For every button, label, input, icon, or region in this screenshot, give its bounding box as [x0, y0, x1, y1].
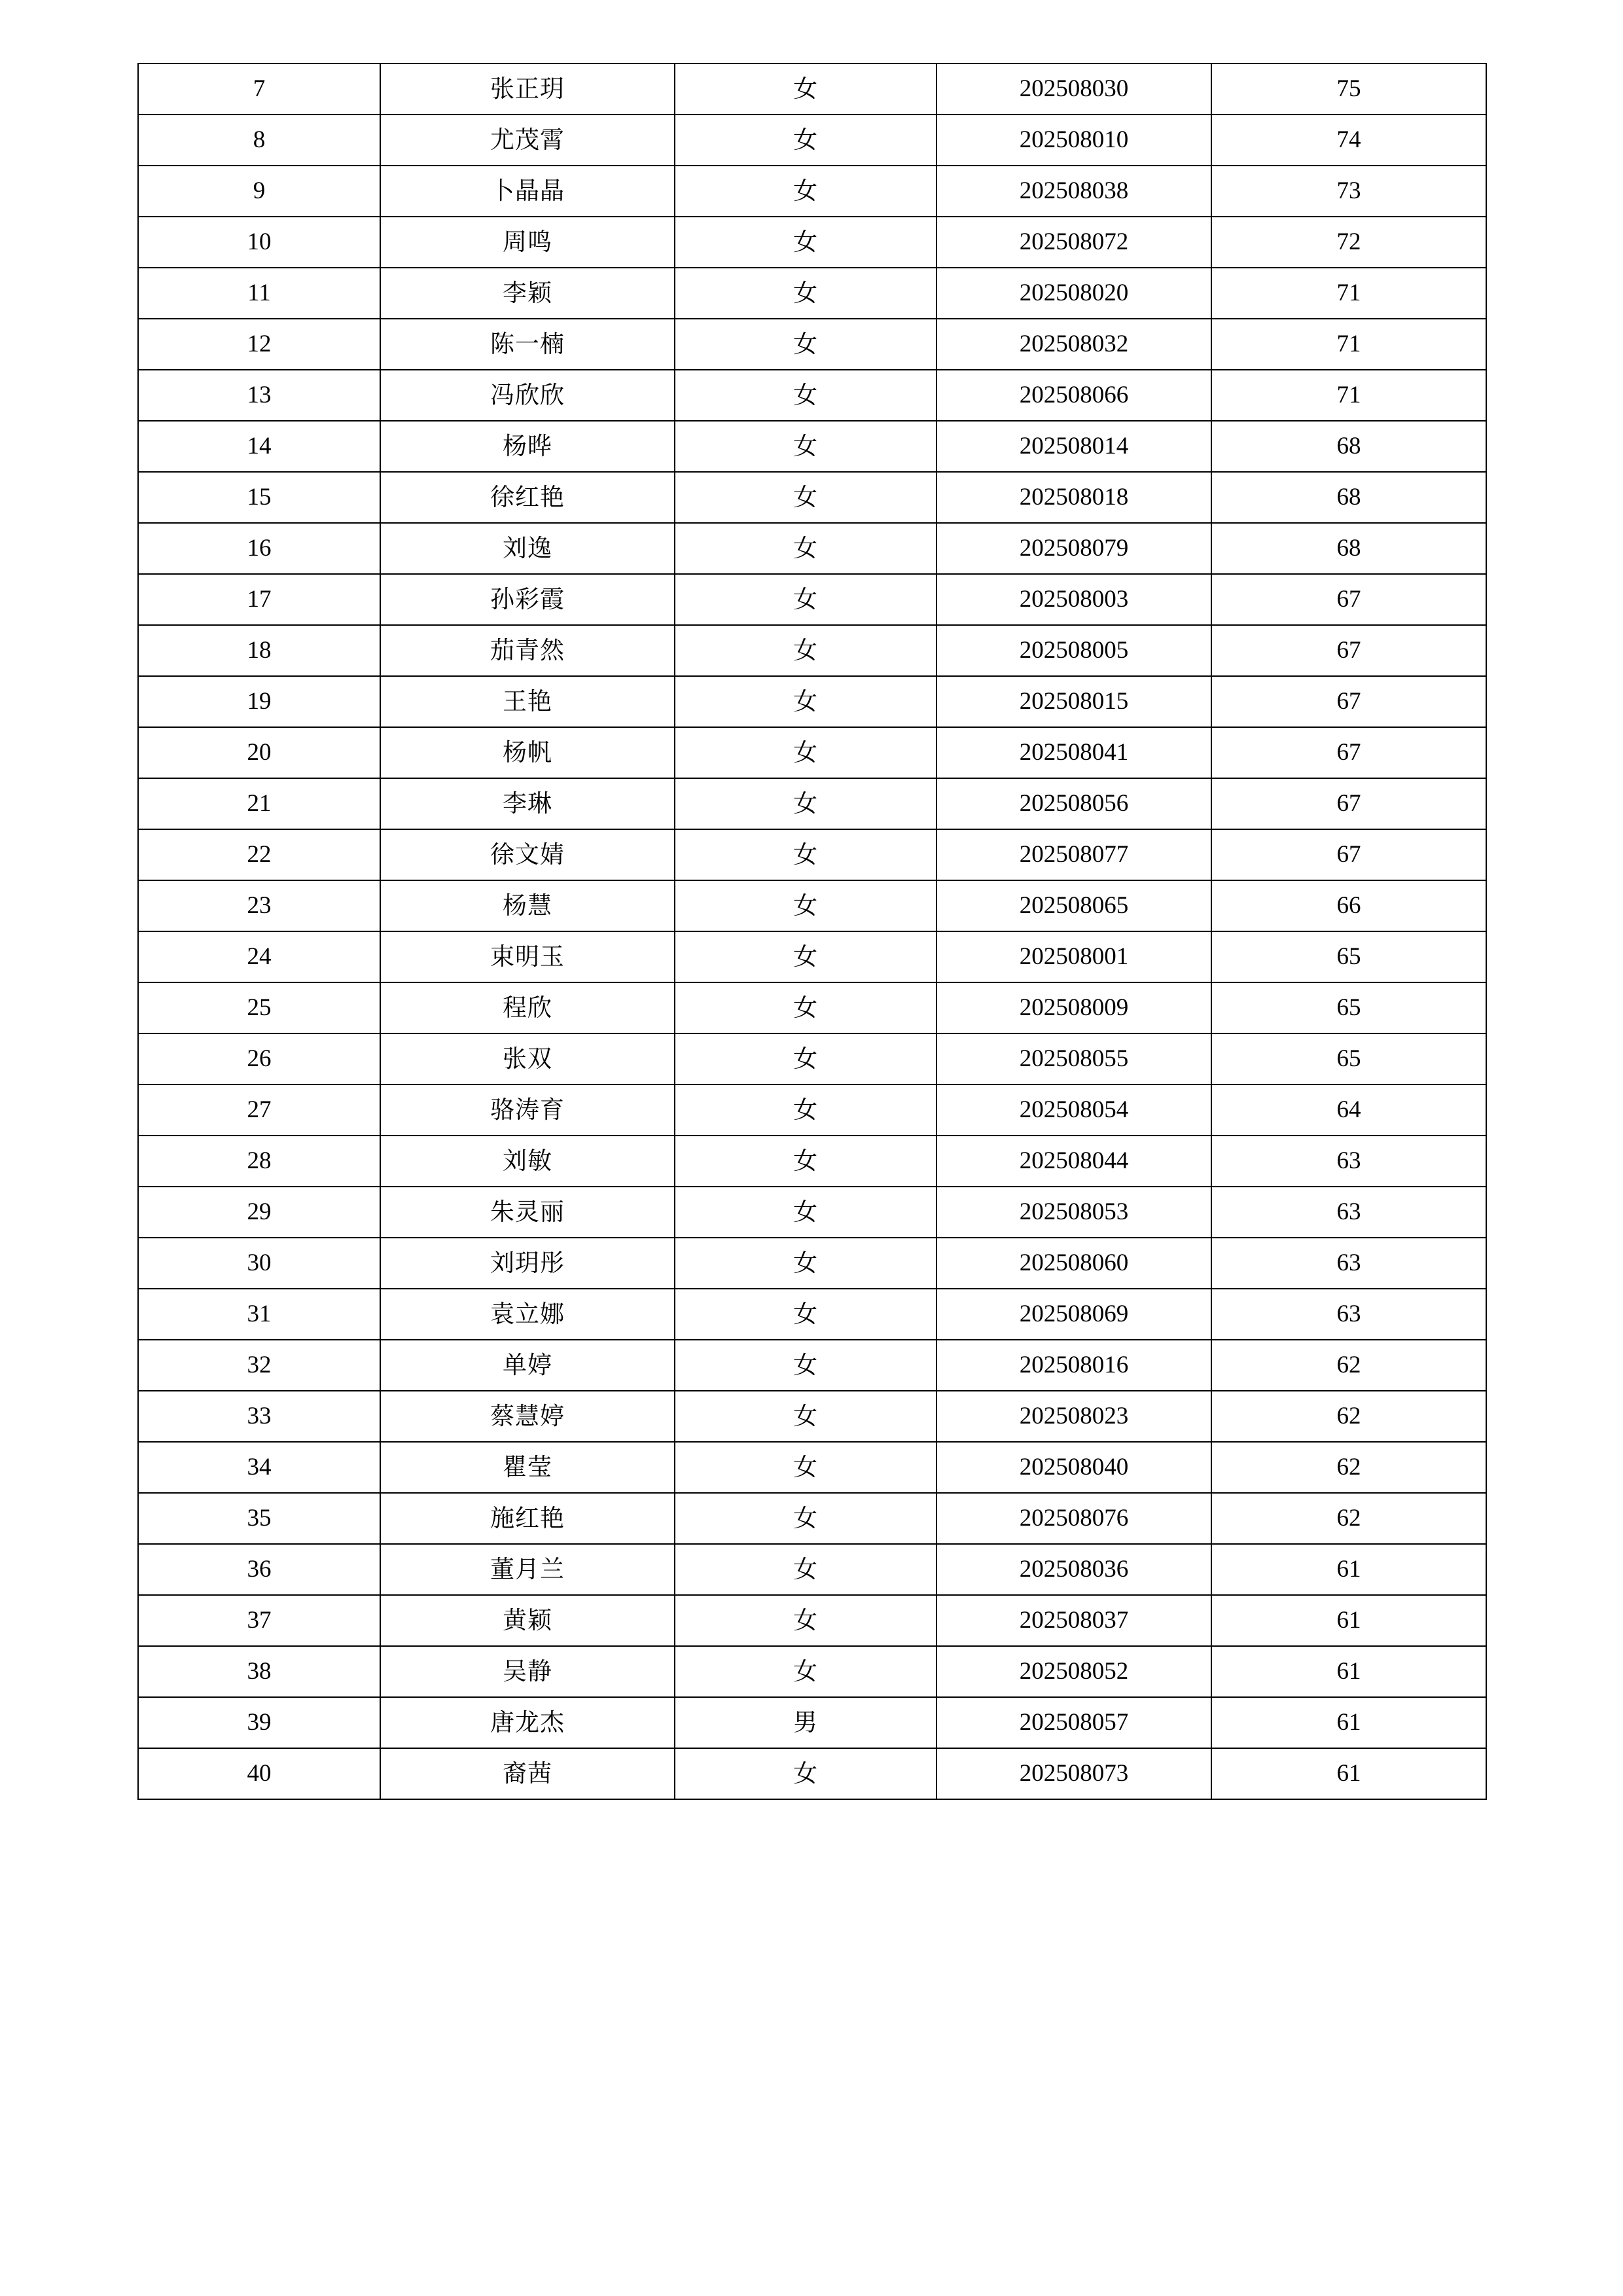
table-cell-score: 68 [1211, 523, 1486, 574]
table-cell-score: 63 [1211, 1238, 1486, 1289]
table-row [138, 829, 1486, 880]
table-cell-score: 71 [1211, 370, 1486, 421]
table-cell-id: 202508054 [936, 1085, 1211, 1136]
table-cell-rank: 39 [138, 1697, 380, 1748]
table-cell-score: 62 [1211, 1391, 1486, 1442]
table-cell-id: 202508030 [936, 63, 1211, 115]
table-cell-rank: 36 [138, 1544, 380, 1595]
table-cell-sex: 女 [675, 1033, 936, 1085]
table-row [138, 370, 1486, 421]
table-cell-id: 202508036 [936, 1544, 1211, 1595]
table-cell-name: 李琳 [380, 778, 675, 829]
table-cell-sex: 女 [675, 1187, 936, 1238]
table-cell-rank: 11 [138, 268, 380, 319]
table-row [138, 574, 1486, 625]
table-cell-name: 朱灵丽 [380, 1187, 675, 1238]
table-cell-id: 202508014 [936, 421, 1211, 472]
table-cell-id: 202508038 [936, 166, 1211, 217]
table-cell-name: 陈一楠 [380, 319, 675, 370]
table-cell-rank: 38 [138, 1646, 380, 1697]
table-cell-name: 董月兰 [380, 1544, 675, 1595]
table-cell-id: 202508065 [936, 880, 1211, 931]
table-cell-sex: 女 [675, 166, 936, 217]
table-cell-sex: 女 [675, 1646, 936, 1697]
table-cell-sex: 女 [675, 829, 936, 880]
table-row [138, 115, 1486, 166]
table-row [138, 523, 1486, 574]
table-cell-sex: 女 [675, 115, 936, 166]
table-cell-id: 202508041 [936, 727, 1211, 778]
score-table [137, 63, 1487, 1800]
table-cell-rank: 33 [138, 1391, 380, 1442]
table-cell-id: 202508020 [936, 268, 1211, 319]
table-cell-id: 202508015 [936, 676, 1211, 727]
table-cell-rank: 24 [138, 931, 380, 982]
table-cell-name: 徐红艳 [380, 472, 675, 523]
table-cell-id: 202508079 [936, 523, 1211, 574]
table-cell-name: 蔡慧婷 [380, 1391, 675, 1442]
table-cell-name: 束明玉 [380, 931, 675, 982]
table-cell-rank: 35 [138, 1493, 380, 1544]
table-cell-name: 杨慧 [380, 880, 675, 931]
table-cell-score: 63 [1211, 1136, 1486, 1187]
table-cell-sex: 女 [675, 217, 936, 268]
table-cell-score: 61 [1211, 1697, 1486, 1748]
table-cell-score: 71 [1211, 268, 1486, 319]
table-cell-id: 202508077 [936, 829, 1211, 880]
table-cell-name: 张正玥 [380, 63, 675, 115]
table-cell-rank: 9 [138, 166, 380, 217]
table-cell-sex: 女 [675, 727, 936, 778]
table-row [138, 217, 1486, 268]
table-cell-rank: 13 [138, 370, 380, 421]
table-cell-rank: 20 [138, 727, 380, 778]
table-cell-id: 202508066 [936, 370, 1211, 421]
table-cell-score: 61 [1211, 1646, 1486, 1697]
table-row [138, 931, 1486, 982]
table-cell-rank: 31 [138, 1289, 380, 1340]
table-cell-id: 202508005 [936, 625, 1211, 676]
table-cell-sex: 女 [675, 421, 936, 472]
table-cell-id: 202508073 [936, 1748, 1211, 1799]
table-cell-id: 202508009 [936, 982, 1211, 1033]
table-cell-sex: 女 [675, 931, 936, 982]
table-cell-id: 202508032 [936, 319, 1211, 370]
table-cell-name: 茄青然 [380, 625, 675, 676]
table-row [138, 1391, 1486, 1442]
table-cell-rank: 29 [138, 1187, 380, 1238]
table-cell-sex: 男 [675, 1697, 936, 1748]
table-cell-score: 61 [1211, 1544, 1486, 1595]
table-row [138, 727, 1486, 778]
table-cell-sex: 女 [675, 268, 936, 319]
table-cell-score: 67 [1211, 574, 1486, 625]
table-cell-sex: 女 [675, 1442, 936, 1493]
table-row [138, 1646, 1486, 1697]
table-cell-sex: 女 [675, 676, 936, 727]
table-row [138, 1033, 1486, 1085]
table-cell-sex: 女 [675, 1289, 936, 1340]
table-cell-sex: 女 [675, 1136, 936, 1187]
table-cell-id: 202508053 [936, 1187, 1211, 1238]
table-cell-sex: 女 [675, 472, 936, 523]
table-cell-sex: 女 [675, 880, 936, 931]
table-cell-rank: 25 [138, 982, 380, 1033]
table-cell-sex: 女 [675, 370, 936, 421]
table-row [138, 1187, 1486, 1238]
table-row [138, 880, 1486, 931]
table-cell-rank: 22 [138, 829, 380, 880]
table-cell-id: 202508052 [936, 1646, 1211, 1697]
table-cell-rank: 34 [138, 1442, 380, 1493]
table-cell-score: 66 [1211, 880, 1486, 931]
table-cell-name: 吴静 [380, 1646, 675, 1697]
table-cell-name: 王艳 [380, 676, 675, 727]
table-cell-score: 65 [1211, 982, 1486, 1033]
table-row [138, 1544, 1486, 1595]
table-cell-score: 74 [1211, 115, 1486, 166]
table-row [138, 472, 1486, 523]
table-cell-score: 68 [1211, 421, 1486, 472]
table-row [138, 1085, 1486, 1136]
table-cell-sex: 女 [675, 63, 936, 115]
score-table-body [138, 63, 1486, 1799]
table-cell-name: 黄颖 [380, 1595, 675, 1646]
table-cell-rank: 19 [138, 676, 380, 727]
table-cell-sex: 女 [675, 982, 936, 1033]
table-cell-name: 程欣 [380, 982, 675, 1033]
table-cell-rank: 17 [138, 574, 380, 625]
table-cell-rank: 23 [138, 880, 380, 931]
table-cell-rank: 21 [138, 778, 380, 829]
table-cell-id: 202508001 [936, 931, 1211, 982]
table-cell-id: 202508076 [936, 1493, 1211, 1544]
table-cell-rank: 37 [138, 1595, 380, 1646]
table-row [138, 982, 1486, 1033]
table-cell-name: 骆涛育 [380, 1085, 675, 1136]
table-cell-rank: 27 [138, 1085, 380, 1136]
table-cell-score: 61 [1211, 1595, 1486, 1646]
table-cell-name: 周鸣 [380, 217, 675, 268]
table-cell-id: 202508037 [936, 1595, 1211, 1646]
table-cell-sex: 女 [675, 1493, 936, 1544]
table-cell-id: 202508057 [936, 1697, 1211, 1748]
table-cell-score: 61 [1211, 1748, 1486, 1799]
table-row [138, 421, 1486, 472]
table-row [138, 1340, 1486, 1391]
table-row [138, 676, 1486, 727]
table-cell-id: 202508010 [936, 115, 1211, 166]
table-cell-score: 62 [1211, 1442, 1486, 1493]
table-cell-name: 瞿莹 [380, 1442, 675, 1493]
table-cell-sex: 女 [675, 1748, 936, 1799]
table-row [138, 778, 1486, 829]
table-row [138, 1748, 1486, 1799]
table-row [138, 1442, 1486, 1493]
table-cell-name: 徐文婧 [380, 829, 675, 880]
table-cell-sex: 女 [675, 1595, 936, 1646]
table-cell-id: 202508016 [936, 1340, 1211, 1391]
table-cell-score: 62 [1211, 1493, 1486, 1544]
table-cell-score: 64 [1211, 1085, 1486, 1136]
table-cell-rank: 40 [138, 1748, 380, 1799]
table-cell-name: 刘敏 [380, 1136, 675, 1187]
table-cell-sex: 女 [675, 1238, 936, 1289]
table-cell-sex: 女 [675, 319, 936, 370]
table-cell-rank: 32 [138, 1340, 380, 1391]
table-cell-score: 65 [1211, 1033, 1486, 1085]
table-cell-id: 202508023 [936, 1391, 1211, 1442]
table-cell-score: 67 [1211, 676, 1486, 727]
table-cell-name: 裔茜 [380, 1748, 675, 1799]
table-cell-sex: 女 [675, 625, 936, 676]
table-row [138, 625, 1486, 676]
table-cell-score: 75 [1211, 63, 1486, 115]
table-cell-rank: 16 [138, 523, 380, 574]
table-cell-id: 202508069 [936, 1289, 1211, 1340]
table-cell-name: 杨帆 [380, 727, 675, 778]
table-row [138, 1238, 1486, 1289]
table-row [138, 166, 1486, 217]
table-row [138, 63, 1486, 115]
table-cell-id: 202508072 [936, 217, 1211, 268]
table-cell-rank: 30 [138, 1238, 380, 1289]
table-cell-name: 尤茂霄 [380, 115, 675, 166]
table-cell-id: 202508060 [936, 1238, 1211, 1289]
table-cell-sex: 女 [675, 1085, 936, 1136]
table-cell-score: 67 [1211, 625, 1486, 676]
table-cell-score: 67 [1211, 727, 1486, 778]
table-row [138, 1697, 1486, 1748]
table-row [138, 319, 1486, 370]
table-cell-score: 63 [1211, 1289, 1486, 1340]
table-row [138, 1493, 1486, 1544]
table-cell-name: 单婷 [380, 1340, 675, 1391]
table-cell-rank: 15 [138, 472, 380, 523]
table-cell-name: 刘逸 [380, 523, 675, 574]
table-cell-score: 71 [1211, 319, 1486, 370]
table-cell-name: 唐龙杰 [380, 1697, 675, 1748]
table-cell-id: 202508056 [936, 778, 1211, 829]
table-row [138, 268, 1486, 319]
table-row [138, 1595, 1486, 1646]
table-cell-score: 63 [1211, 1187, 1486, 1238]
table-cell-name: 袁立娜 [380, 1289, 675, 1340]
table-cell-id: 202508044 [936, 1136, 1211, 1187]
table-cell-id: 202508018 [936, 472, 1211, 523]
table-row [138, 1289, 1486, 1340]
table-cell-rank: 26 [138, 1033, 380, 1085]
table-cell-name: 施红艳 [380, 1493, 675, 1544]
table-cell-rank: 18 [138, 625, 380, 676]
table-cell-rank: 28 [138, 1136, 380, 1187]
table-cell-sex: 女 [675, 1340, 936, 1391]
table-cell-score: 67 [1211, 829, 1486, 880]
table-cell-score: 72 [1211, 217, 1486, 268]
table-cell-sex: 女 [675, 1544, 936, 1595]
table-cell-score: 67 [1211, 778, 1486, 829]
table-cell-id: 202508003 [936, 574, 1211, 625]
table-cell-name: 杨晔 [380, 421, 675, 472]
table-cell-rank: 14 [138, 421, 380, 472]
table-cell-rank: 10 [138, 217, 380, 268]
table-cell-score: 65 [1211, 931, 1486, 982]
table-cell-score: 73 [1211, 166, 1486, 217]
table-cell-rank: 8 [138, 115, 380, 166]
table-cell-sex: 女 [675, 1391, 936, 1442]
table-cell-name: 卜晶晶 [380, 166, 675, 217]
table-cell-score: 68 [1211, 472, 1486, 523]
table-cell-score: 62 [1211, 1340, 1486, 1391]
table-cell-rank: 7 [138, 63, 380, 115]
table-row [138, 1136, 1486, 1187]
table-cell-name: 孙彩霞 [380, 574, 675, 625]
table-cell-name: 冯欣欣 [380, 370, 675, 421]
table-cell-sex: 女 [675, 778, 936, 829]
table-cell-name: 刘玥彤 [380, 1238, 675, 1289]
table-cell-name: 李颖 [380, 268, 675, 319]
table-cell-name: 张双 [380, 1033, 675, 1085]
table-cell-rank: 12 [138, 319, 380, 370]
table-cell-id: 202508040 [936, 1442, 1211, 1493]
table-cell-sex: 女 [675, 523, 936, 574]
table-cell-sex: 女 [675, 574, 936, 625]
table-cell-id: 202508055 [936, 1033, 1211, 1085]
